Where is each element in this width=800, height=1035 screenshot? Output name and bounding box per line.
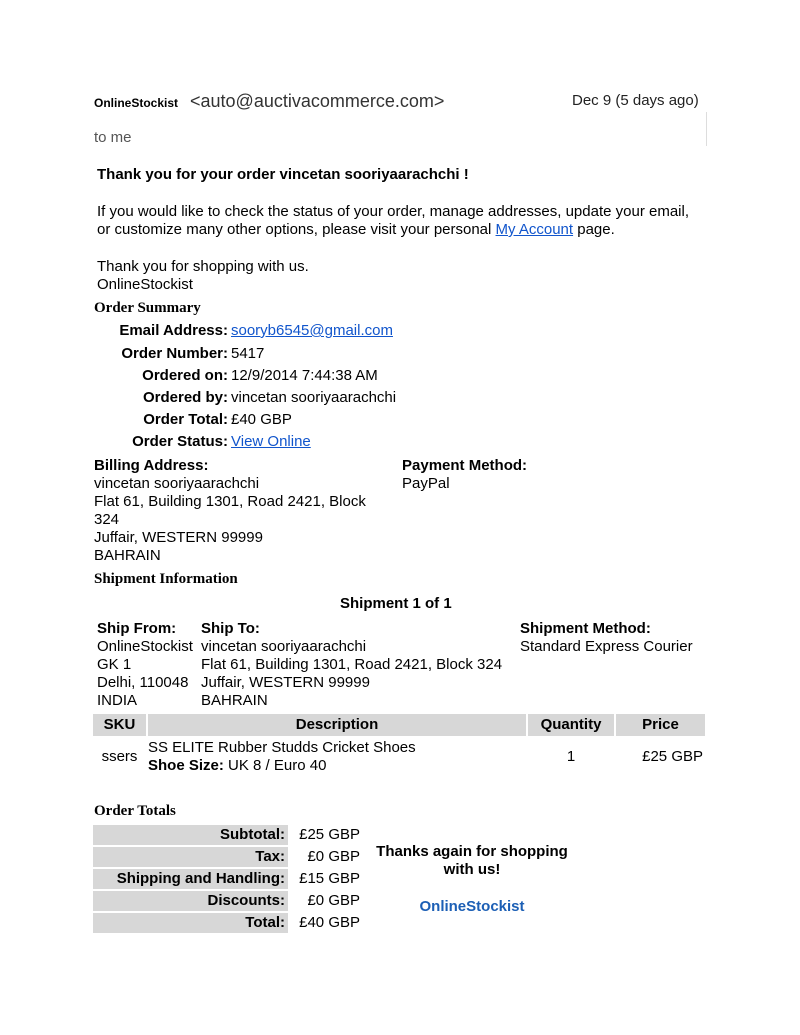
- ship-from-label: Ship From:: [97, 620, 177, 637]
- order-totals-title: Order Totals: [94, 803, 176, 819]
- item-option-label: Shoe Size:: [148, 757, 224, 774]
- thanks-heading: Thank you for your order vincetan sooriyaarachchi !: [97, 166, 469, 183]
- shipment-method-value: Standard Express Courier: [520, 638, 693, 655]
- shipping-label: Shipping and Handling:: [93, 869, 288, 889]
- order-total-value: £40 GBP: [231, 411, 292, 428]
- ship-from-line: INDIA: [97, 692, 138, 709]
- email-date: Dec 9 (5 days ago): [572, 92, 699, 109]
- order-number-label: Order Number:: [121, 345, 228, 362]
- thanks-again-message: Thanks again for shopping with us!: [376, 843, 568, 878]
- total-label: Total:: [93, 913, 288, 933]
- order-summary-title: Order Summary: [94, 300, 201, 316]
- item-description-cell: [148, 738, 526, 776]
- ordered-by-label: Ordered by:: [142, 389, 228, 406]
- sender-email: <auto@auctivacommerce.com>: [190, 91, 445, 111]
- quantity-header: Quantity: [528, 714, 614, 736]
- payment-method-value: PayPal: [402, 475, 450, 492]
- tax-value: £0 GBP: [307, 848, 360, 865]
- item-quantity: 1: [566, 748, 576, 765]
- tax-label: Tax:: [93, 847, 288, 867]
- ship-from-line: GK 1: [97, 656, 132, 673]
- ship-to-line: vincetan sooriyaarachchi: [201, 638, 367, 655]
- ship-to-line: Flat 61, Building 1301, Road 2421, Block 324: [201, 656, 503, 673]
- ship-from-block: [97, 620, 193, 710]
- ship-to-block: [201, 620, 502, 710]
- item-sku: ssers: [101, 748, 138, 765]
- recipient-label[interactable]: to me: [94, 129, 132, 146]
- order-number-value: 5417: [231, 345, 265, 362]
- email-address-link[interactable]: sooryb6545@gmail.com: [231, 322, 393, 339]
- intro-paragraph: [97, 203, 697, 239]
- item-option: [148, 757, 526, 775]
- view-online-link[interactable]: View Online: [231, 433, 311, 450]
- item-description: SS ELITE Rubber Studds Cricket Shoes: [148, 739, 416, 756]
- billing-name: vincetan sooriyaarachchi: [94, 475, 260, 492]
- table-row: [93, 738, 705, 776]
- shipping-value: £15 GBP: [299, 870, 360, 887]
- item-option-value: UK 8 / Euro 40: [223, 757, 327, 774]
- sku-header: SKU: [93, 714, 146, 736]
- ship-from-line: OnlineStockist: [97, 638, 193, 655]
- subtotal-label: Subtotal:: [93, 825, 288, 845]
- my-account-link[interactable]: My Account: [495, 221, 574, 238]
- ordered-by-value: vincetan sooriyaarachchi: [231, 389, 397, 406]
- subtotal-value: £25 GBP: [299, 826, 360, 843]
- intro-text-end: page.: [573, 221, 615, 238]
- billing-address-label: Billing Address:: [94, 457, 209, 474]
- description-header: Description: [148, 714, 526, 736]
- intro-text: If you would like to check the status of your order, manage addresses, update your email, or customize many other options, please visit your personal: [97, 203, 689, 238]
- email-address-label: Email Address:: [119, 322, 228, 339]
- price-header: Price: [616, 714, 705, 736]
- closing-block: [97, 258, 309, 294]
- discounts-label: Discounts:: [93, 891, 288, 911]
- items-table-header: [93, 714, 705, 736]
- ship-to-line: BAHRAIN: [201, 692, 268, 709]
- total-value: £40 GBP: [299, 914, 360, 931]
- ordered-on-value: 12/9/2014 7:44:38 AM: [231, 367, 378, 384]
- billing-country: BAHRAIN: [94, 547, 161, 564]
- billing-line1: Flat 61, Building 1301, Road 2421, Block 324: [94, 493, 366, 528]
- discounts-value: £0 GBP: [307, 892, 360, 909]
- ship-to-line: Juffair, WESTERN 99999: [201, 674, 370, 691]
- shipment-info-title: Shipment Information: [94, 571, 238, 587]
- shipment-method-block: [520, 620, 693, 656]
- ordered-on-label: Ordered on:: [142, 367, 228, 384]
- shipment-method-label: Shipment Method:: [520, 620, 651, 637]
- payment-method-label: Payment Method:: [402, 457, 528, 474]
- order-status-label: Order Status:: [132, 433, 228, 450]
- footer-brand[interactable]: OnlineStockist: [419, 898, 525, 915]
- header-divider: [706, 112, 707, 146]
- order-total-label: Order Total:: [143, 411, 228, 428]
- sender-name: OnlineStockist: [94, 96, 179, 110]
- shipment-count: Shipment 1 of 1: [340, 595, 452, 612]
- closing-line: Thank you for shopping with us.: [97, 258, 309, 275]
- billing-line2: Juffair, WESTERN 99999: [94, 529, 263, 546]
- ship-from-line: Delhi, 110048: [97, 674, 189, 691]
- closing-signature: OnlineStockist: [97, 276, 193, 293]
- ship-to-label: Ship To:: [201, 620, 260, 637]
- billing-address: [94, 475, 394, 565]
- item-price: £25 GBP: [642, 748, 703, 765]
